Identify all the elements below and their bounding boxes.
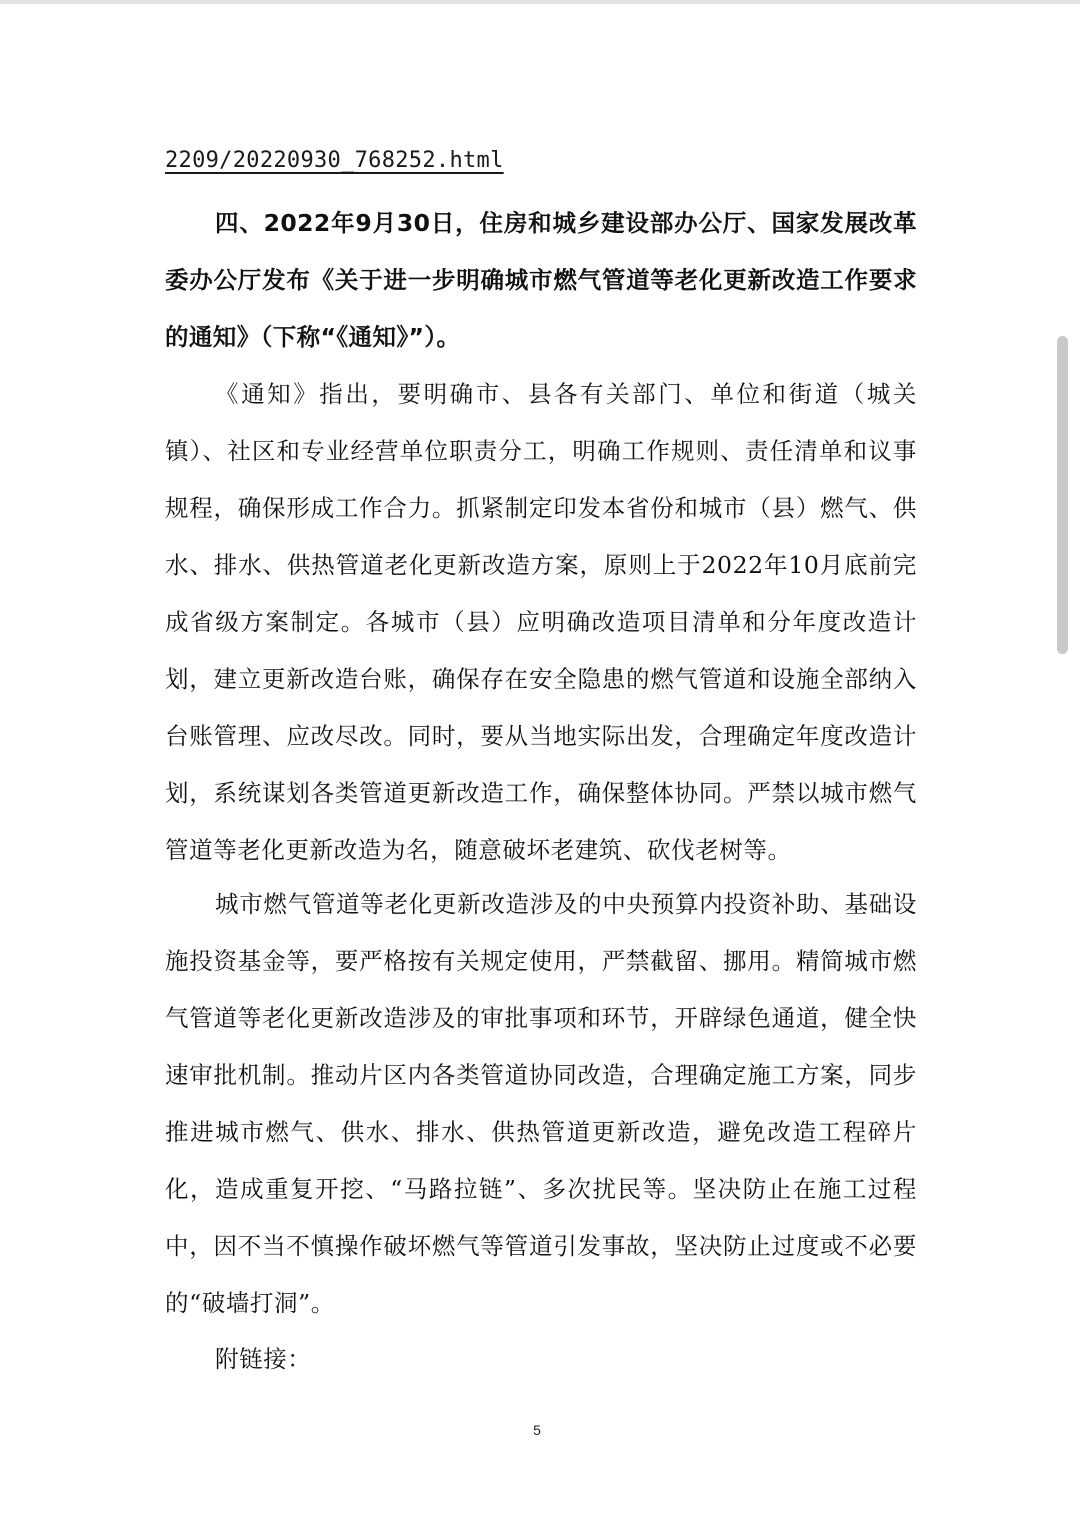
document-page xyxy=(0,4,1080,1522)
section-heading: 四、2022年9月30日，住房和城乡建设部办公厅、国家发展改革委办公厅发布《关于进一步明确城市燃气管道等老化更新改造工作要求的通知》（下称“《通知》”）。 xyxy=(165,209,917,351)
page-number: 5 xyxy=(533,1422,541,1438)
attachment-links-label: 附链接： xyxy=(215,1345,312,1373)
body-paragraph-2: 城市燃气管道等老化更新改造涉及的中央预算内投资补助、基础设施投资基金等，要严格按有关规定使用，严禁截留、挪用。精简城市燃气管道等老化更新改造涉及的审批事项和环节，开辟绿色通道，健全快速审批机制。推动片区内各类管道协同改造，合理确定施工方案，同步推进城市燃气、供水、排水、供热管道更新改造，避免改造工程碎片化，造成重复开挖、“马路拉链”、多次扰民等。坚决防止在施工过程中，因不当不慎操作破坏燃气等管道引发事故，坚决防止过度或不必要的“破墙打洞”。 xyxy=(165,890,917,1317)
url-fragment-link[interactable]: 2209/20220930_768252.html xyxy=(165,148,504,173)
vertical-scrollbar-thumb[interactable] xyxy=(1057,336,1068,654)
body-paragraph-1: 《通知》指出，要明确市、县各有关部门、单位和街道（城关镇）、社区和专业经营单位职责分工，明确工作规则、责任清单和议事规程，确保形成工作合力。抓紧制定印发本省份和城市（县）燃气、供水、排水、供热管道老化更新改造方案，原则上于2022年10月底前完成省级方案制定。各城市（县）应明确改造项目清单和分年度改造计划，建立更新改造台账，确保存在安全隐患的燃气管道和设施全部纳入台账管理、应改尽改。同时，要从当地实际出发，合理确定年度改造计划，系统谋划各类管道更新改造工作，确保整体协同。严禁以城市燃气管道等老化更新改造为名，随意破坏老建筑、砍伐老树等。 xyxy=(165,380,917,864)
